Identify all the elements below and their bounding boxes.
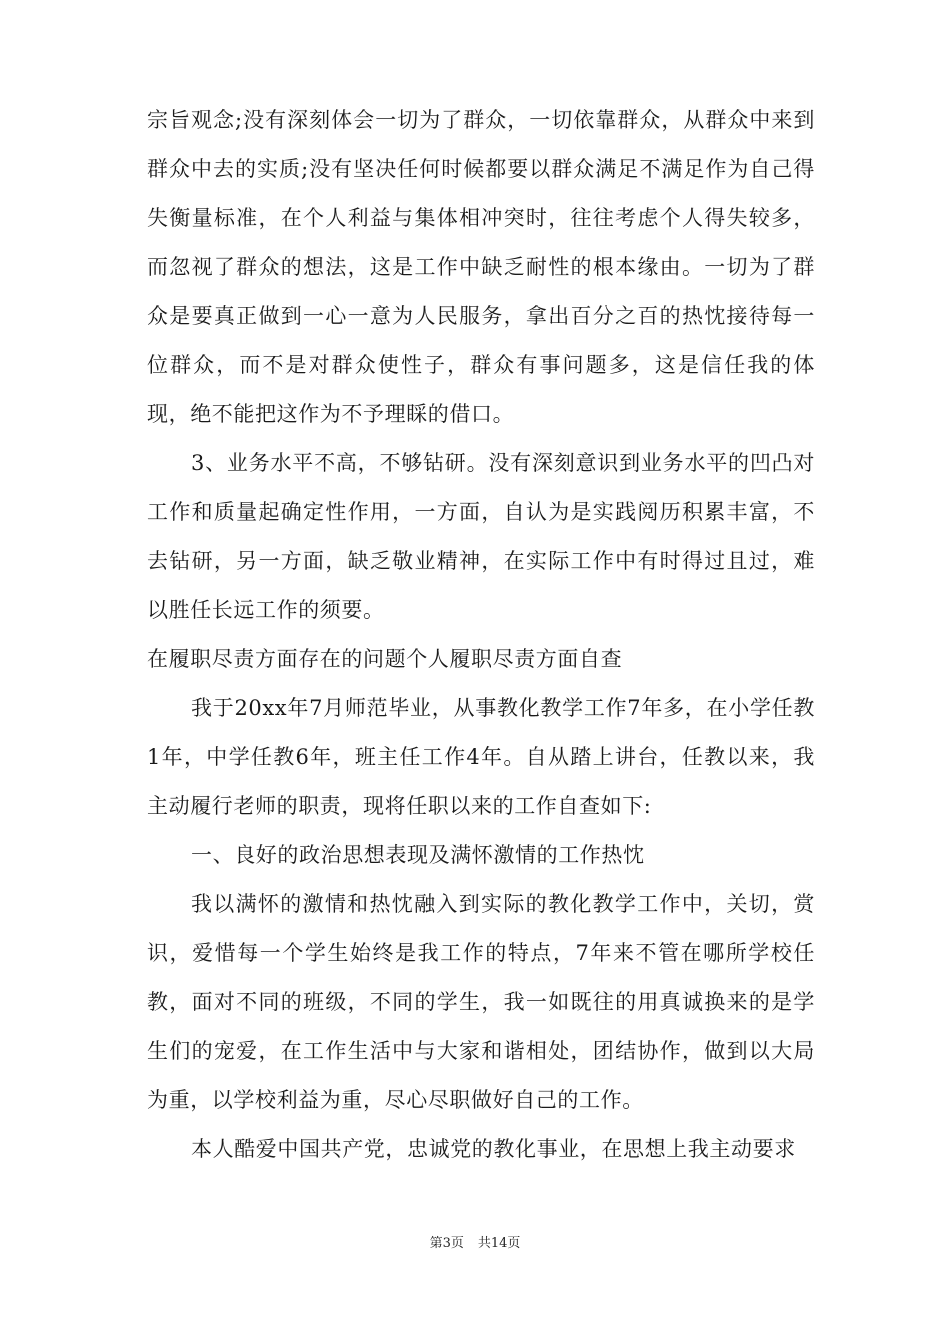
paragraph-continued: 宗旨观念;没有深刻体会一切为了群众，一切依靠群众，从群众中来到群众中去的实质;没有坚决任何时候都要以群众满足不满足作为自己得失衡量标准，在个人利益与集体相冲突时，往往考虑个人得失较多，而忽视了群众的想法，这是工作中缺乏耐性的根本缘由。一切为了群众是要真正做到一心一意为人民服务，拿出百分之百的热忱接待每一位群众，而不是对群众使性子，群众有事问题多，这是信任我的体现，绝不能把这作为不予理睬的借口。	[147, 108, 815, 426]
page-footer	[0, 1232, 950, 1251]
document-body	[147, 96, 815, 1174]
paragraph-intro: 我于20xx年7月师范毕业，从事教化教学工作7年多，在小学任教1年，中学任教6年，班主任工作4年。自从踏上讲台，任教以来，我主动履行老师的职责，现将任职以来的工作自查如下:	[147, 696, 815, 818]
section-heading-1: 一、良好的政治思想表现及满怀激情的工作热忱	[191, 843, 645, 867]
page-total: 共14页	[477, 1236, 521, 1251]
paragraph-political: 本人酷爱中国共产党，忠诚党的教化事业，在思想上我主动要求	[191, 1137, 796, 1161]
paragraph-work-attitude: 我以满怀的激情和热忱融入到实际的教化教学工作中，关切，赏识，爱惜每一个学生始终是我工作的特点，7年来不管在哪所学校任教，面对不同的班级，不同的学生，我一如既往的用真诚换来的是学生们的宠爱，在工作生活中与大家和谐相处，团结协作，做到以大局为重，以学校利益为重，尽心尽职做好自己的工作。	[147, 892, 815, 1112]
page-number: 第3页	[429, 1236, 464, 1251]
paragraph-item-3: 3、业务水平不高，不够钻研。没有深刻意识到业务水平的凹凸对工作和质量起确定性作用，一方面，自认为是实践阅历积累丰富，不去钻研，另一方面，缺乏敬业精神，在实际工作中有时得过且过，难以胜任长远工作的须要。	[147, 451, 815, 622]
section-title: 在履职尽责方面存在的问题个人履职尽责方面自查	[147, 647, 623, 671]
